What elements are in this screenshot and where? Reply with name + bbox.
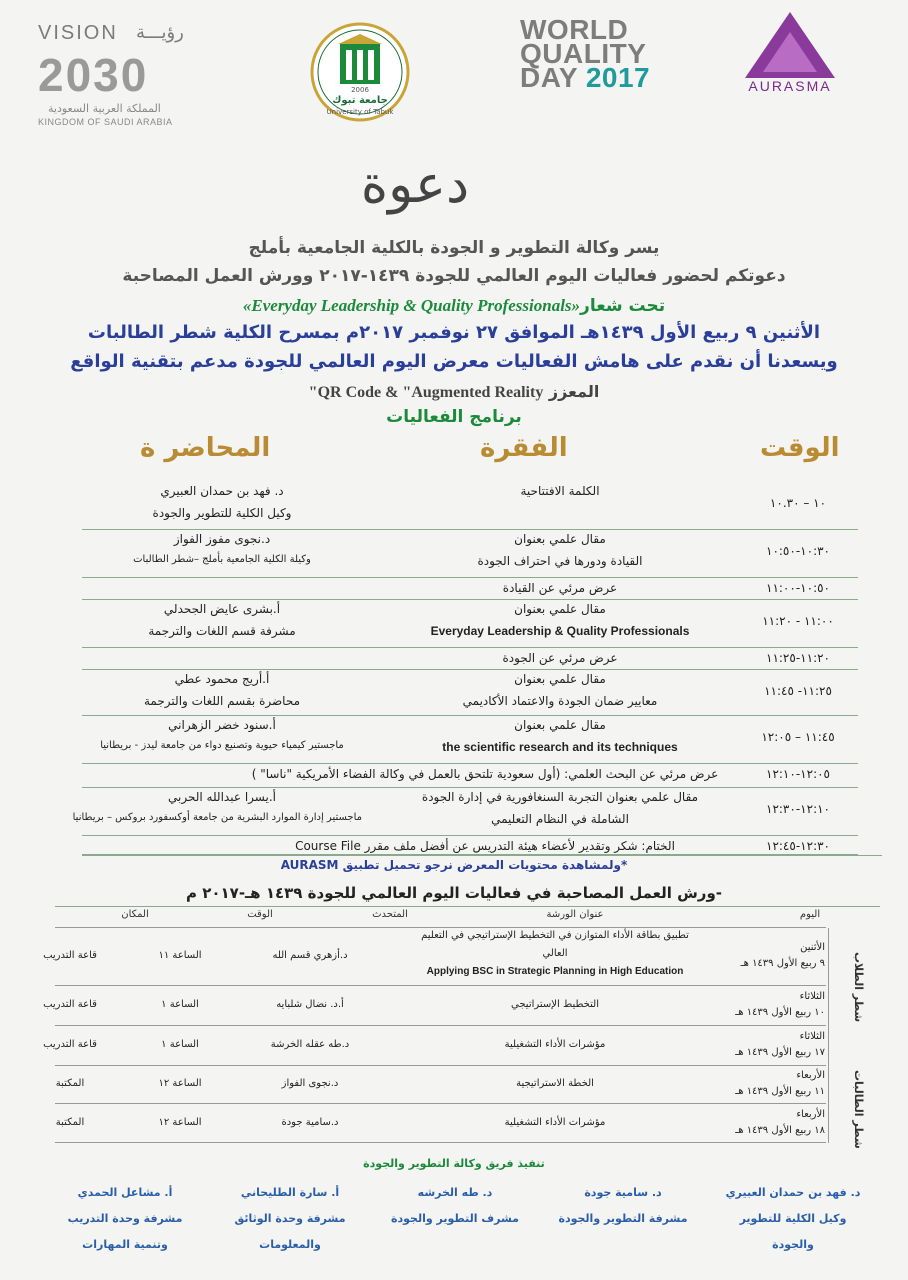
ws-day-date: ١٠ ربيع الأول ١٤٣٩ هـ [735,1007,825,1018]
tabuk-name-en: University of Tabuk [326,108,394,116]
kingdom-label-ar: المملكة العربية السعودية [48,102,161,115]
program-item-text: الشاملة في النظام التعليمي [491,812,629,826]
program-time: ١٢:٠٥-١٢:١٠ [766,767,830,781]
team-member-name: أ. مشاعل الحمدي [77,1186,173,1199]
header-time: الوقت [760,433,840,463]
row-divider [82,669,858,670]
vision-label-ar: رؤيـــة [136,22,184,43]
lecturer-title: وكيلة الكلية الجامعية بأملج –شطر الطالبات [133,554,311,565]
team-member [380,1180,530,1232]
team-member-name: د. فهد بن حمدان العبيري [725,1186,861,1199]
program-item-text: مقال علمي بعنوان [514,602,606,616]
row-divider [82,715,858,716]
row-divider [82,647,858,648]
wqd-line3: DAY [520,62,578,93]
lecturer-name: أ.أريج محمود عطي [174,672,270,686]
ws-speaker: د.سامية جودة [281,1116,339,1128]
ws-time: الساعة ١١ [158,950,202,961]
vision-number: 2030 [38,49,149,101]
ws-row-divider [55,1025,826,1026]
ws-day-name: الثلاثاء [799,1031,825,1042]
lecturer-name: أ.بشرى عايض الجحدلي [163,602,281,616]
row-divider [82,763,858,764]
intro-ar-line [0,382,908,402]
intro-line-2: دعوتكم لحضور فعاليات اليوم العالمي للجودة ١٤٣٩-٢٠١٧ وورش العمل المصاحبة [122,266,786,286]
header-lecturer: المحاضر ة [140,433,271,463]
team-member-name: أ. سارة الطليحاني [240,1186,340,1199]
intro-line-1: يسر وكالة التطوير و الجودة بالكلية الجامعية بأملج [248,238,660,258]
ws-title-text: مؤشرات الأداء التشغيلية [504,1116,606,1128]
team-member [50,1180,200,1258]
team-member [718,1180,868,1258]
team-member-role: مشرفة وحدة التدريب [67,1212,183,1225]
program-time: ١١:٢٥- ١١:٤٥ [764,684,832,698]
team-member-role: مشرفة وحدة الوثائق [234,1212,346,1225]
row-divider [82,835,858,836]
intro-date-line: الأثنين ٩ ربيع الأول ١٤٣٩هـ الموافق ٢٧ نوفمبر ٢٠١٧م بمسرح الكلية شطر الطالبات [87,322,821,343]
program-time: ١٢:٣٠-١٢:٤٥ [766,839,830,853]
ar-text: QR Code & "Augmented Reality" [308,384,544,401]
ws-place: المكتبة [55,1078,85,1089]
team-member-role: وتنمية المهارات [82,1238,168,1251]
wqd-year: 2017 [585,62,651,93]
program-time: ١١:٢٠-١١:٢٥ [766,651,830,665]
ws-day-date: ١١ ربيع الأول ١٤٣٩ هـ [735,1086,825,1097]
program-time: ١٠ – ١٠.٣٠ [769,496,827,510]
lecturer-name: أ.يسرا عبدالله الحربي [168,790,276,804]
invitation-calligraphy: دعوة [360,155,470,215]
ws-row-divider [55,1065,826,1066]
ws-speaker: د.نجوى الفواز [281,1078,339,1089]
program-item-text: مقال علمي بعنوان [514,672,606,686]
divider [82,855,882,856]
row-divider [82,577,858,578]
program-item-text: الكلمة الافتتاحية [520,484,600,498]
team-member-role: والمعلومات [259,1238,321,1251]
program-item-text: Everyday Leadership & Quality Professionals [430,624,690,638]
ws-day-date: ١٧ ربيع الأول ١٤٣٩ هـ [735,1047,825,1058]
tabuk-year: 2006 [351,86,369,94]
ws-title-text: تطبيق بطاقة الأداء المتوازن في التخطيط الإستراتيجي في التعليم [421,930,689,941]
program-item-text: the scientific research and its techniques [442,740,678,754]
intro-exhibit-line: ويسعدنا أن نقدم على هامش الفعاليات معرض اليوم العالمي للجودة مدعم بتقنية الواقع [70,351,838,372]
side-label-male: شطر الطلاب [852,952,865,1023]
ws-title-text: التخطيط الإستراتيجي [511,999,599,1010]
program-time: ١٠:٣٠-١٠:٥٠ [766,544,830,558]
ws-day-date: ١٨ ربيع الأول ١٤٣٩ هـ [735,1124,825,1136]
row-divider [82,787,858,788]
lecturer-title: وكيل الكلية للتطوير والجودة [152,506,292,520]
team-member-name: د. طه الخرشه [417,1186,493,1199]
lecturer-name: د. فهد بن حمدان العبيري [160,484,284,498]
aurasma-triangle-icon [725,10,855,80]
wqd-line1: WORLD [520,14,629,45]
ws-time: الساعة ١ [161,999,199,1010]
kingdom-label-en: KINGDOM OF SAUDI ARABIA [38,117,173,127]
team-member-role: مشرفة التطوير والجودة [558,1212,688,1225]
ws-header-day: اليوم [799,909,821,920]
divider [55,906,880,907]
program-item-text: عرض مرئي عن الجودة [502,651,618,665]
team-title: تنفيذ فريق وكالة التطوير والجودة [363,1157,545,1170]
program-item-text: القيادة ودورها في احتراف الجودة [477,554,643,568]
program-title: برنامج الفعاليات [386,407,522,427]
side-divider [828,928,829,1143]
ws-day-name: الأربعاء [796,1108,825,1120]
ws-speaker: أ.د. نضال شلبايه [276,999,344,1010]
tabuk-name-ar: جامعة تبوك [332,95,388,106]
row-divider [82,599,858,600]
ws-day-name: الأربعاء [796,1070,825,1081]
ws-title-text: الخطة الاستراتيجية [516,1078,594,1089]
ws-time: الساعة ١ [161,1039,199,1050]
team-member-name: د. سامية جودة [584,1186,662,1199]
ws-place: المكتبة [55,1116,85,1128]
intro-slogan [0,296,908,316]
slogan-text: «Everyday Leadership & Quality Professionals» [242,296,581,315]
ws-place: قاعة التدريب [43,950,97,961]
ws-row-divider [55,1142,826,1143]
header-item: الفقرة [480,433,568,463]
lecturer-name: د.نجوى مفوز الفواز [173,532,271,546]
ar-label: المعزز [548,382,600,401]
lecturer-title: ماجستير كيمياء حيوية وتصنيع دواء من جامعة ليدز - بريطانيا [100,740,344,751]
program-item-text: مقال علمي بعنوان [514,532,606,546]
ws-place: قاعة التدريب [43,1039,97,1050]
lecturer-name: أ.سنود خضر الزهراني [168,718,276,732]
ws-header-time: الوقت [247,909,273,920]
ws-row-divider [55,927,826,928]
ws-day-name: الثلاثاء [799,991,825,1002]
ws-title-text: العالي [542,948,568,959]
team-member-role: مشرف التطوير والجودة [391,1212,519,1225]
program-item-text: الختام: شكر وتقدير لأعضاء هيئة التدريس عن أفضل ملف مقرر Course File [295,839,675,853]
ws-row-divider [55,1103,826,1104]
team-member [548,1180,698,1232]
aurasma-label: AURASMA [748,78,832,94]
aurasma-note: *ولمشاهدة محتويات المعرض نرجو تحميل تطبيق AURASM [280,858,628,872]
program-item-text: مقال علمي بعنوان التجربة السنغافورية في إدارة الجودة [421,790,699,804]
aurasma-logo [725,10,855,100]
lecturer-title: محاضرة بقسم اللغات والترجمة [144,694,300,708]
wqd-line2: QUALITY [520,38,647,69]
ws-speaker: د.أزهري قسم الله [272,950,348,961]
world-quality-day-logo [520,14,670,108]
program-time: ١١:٠٠ - ١١:٢٠ [762,614,834,628]
program-time: ١١:٤٥ – ١٢:٠٥ [761,730,835,744]
program-item-text: عرض مرئي عن البحث العلمي: (أول سعودية تلتحق بالعمل في وكالة الفضاء الأمريكية "ناسا" ) [251,767,719,781]
vision-label: VISION [38,22,118,44]
workshop-table-header [55,909,880,923]
program-item-text: مقال علمي بعنوان [514,718,606,732]
side-label-female: شطر الطالبات [852,1070,865,1149]
team-member-role: وكيل الكلية للتطوير والجودة [739,1212,847,1251]
ws-place: قاعة التدريب [43,999,97,1010]
ws-header-title: عنوان الورشة [546,909,604,920]
ws-day-name: الأثنين [800,942,825,953]
slogan-label: تحت شعار [580,296,666,316]
team-member [215,1180,365,1258]
ws-title-text: Applying BSC in Strategic Planning in High Education [426,966,684,977]
lecturer-title: مشرفة قسم اللغات والترجمة [148,624,296,638]
lecturer-title: ماجستير إدارة الموارد البشرية من جامعة أوكسفورد بروكس – بريطانيا [72,812,362,823]
ws-speaker: د.طه عقله الخرشة [270,1039,350,1050]
program-item-text: عرض مرئي عن القيادة [502,581,618,595]
ws-title-text: مؤشرات الأداء التشغيلية [504,1039,606,1050]
ws-day-date: ٩ ربيع الأول ١٤٣٩ هـ [740,958,825,969]
ws-header-place: المكان [121,909,149,920]
vision-2030-logo [38,22,208,127]
ws-time: الساعة ١٢ [158,1116,202,1128]
ws-header-speaker: المتحدث [372,909,408,920]
ws-time: الساعة ١٢ [158,1078,202,1089]
program-time: ١٠:٥٠-١١:٠٠ [766,581,830,595]
tabuk-university-logo [310,22,410,122]
program-item-text: معايير ضمان الجودة والاعتماد الأكاديمي [462,694,658,708]
workshops-title: -ورش العمل المصاحبة في فعاليات اليوم العالمي للجودة ١٤٣٩ هـ-٢٠١٧ م [185,884,722,902]
ws-row-divider [55,985,826,986]
row-divider [82,529,858,530]
program-time: ١٢:١٠-١٢:٣٠ [766,802,830,816]
